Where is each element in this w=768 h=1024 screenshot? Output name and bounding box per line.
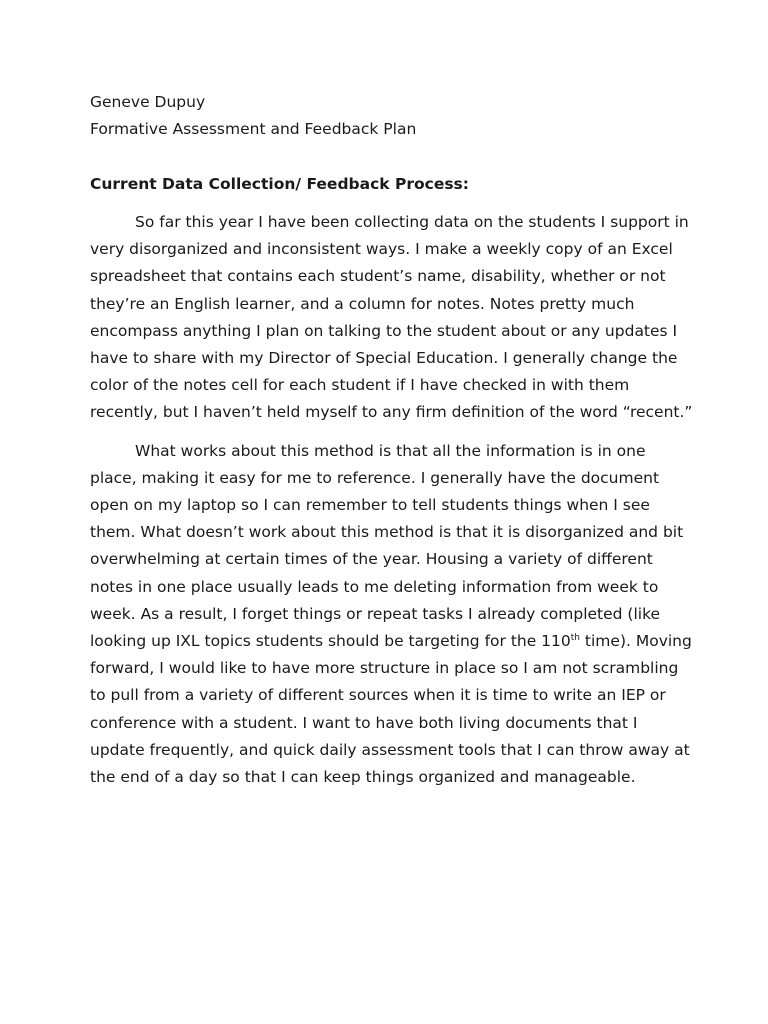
paragraph-line: What works about this method is that all the information is in one: [135, 441, 646, 460]
line-text-prefix: looking up IXL topics students should be targeting for the 110: [90, 632, 571, 651]
document-title: Formative Assessment and Feedback Plan: [90, 120, 417, 138]
paragraph-line: to pull from a variety of different sources when it is time to write an IEP or: [90, 686, 666, 705]
paragraph-line: the end of a day so that I can keep things organized and manageable.: [90, 768, 636, 787]
paragraph-2: [90, 438, 690, 792]
paragraph-line: they’re an English learner, and a column for notes. Notes pretty much: [90, 294, 635, 313]
author-name: Geneve Dupuy: [90, 93, 206, 111]
paragraph-line-with-superscript: [90, 628, 690, 655]
paragraph-line: forward, I would like to have more structure in place so I am not scrambling: [90, 659, 679, 678]
paragraph-1: [90, 209, 693, 427]
paragraph-line: So far this year I have been collecting data on the students I support in: [135, 213, 689, 231]
paragraph-line: recently, but I haven’t held myself to any firm definition of the word “recent.”: [90, 403, 693, 422]
paragraph-line: notes in one place usually leads to me deleting information from week to: [90, 577, 659, 596]
paragraph-line: overwhelming at certain times of the year. Housing a variety of different: [90, 550, 653, 569]
paragraph-line: them. What doesn’t work about this method is that it is disorganized and bit: [90, 523, 684, 542]
paragraph-line: spreadsheet that contains each student’s name, disability, whether or not: [90, 267, 666, 286]
line-text-suffix: time). Moving: [580, 632, 692, 651]
ordinal-superscript: th: [570, 633, 580, 644]
paragraph-line: color of the notes cell for each student if I have checked in with them: [90, 376, 630, 395]
paragraph-line: very disorganized and inconsistent ways. I make a weekly copy of an Excel: [90, 240, 673, 259]
paragraph-line: open on my laptop so I can remember to tell students things when I see: [90, 496, 650, 515]
paragraph-line: update frequently, and quick daily assessment tools that I can throw away at: [90, 740, 690, 759]
paragraph-line: encompass anything I plan on talking to the student about or any updates I: [90, 321, 678, 340]
paragraph-line: week. As a result, I forget things or repeat tasks I already completed (like: [90, 604, 661, 623]
paragraph-line: conference with a student. I want to have both living documents that I: [90, 713, 638, 732]
document-page: [90, 89, 693, 791]
paragraph-line: have to share with my Director of Special Education. I generally change the: [90, 349, 678, 368]
section-heading: Current Data Collection/ Feedback Process:: [90, 175, 469, 193]
paragraph-line: place, making it easy for me to reference. I generally have the document: [90, 468, 660, 487]
